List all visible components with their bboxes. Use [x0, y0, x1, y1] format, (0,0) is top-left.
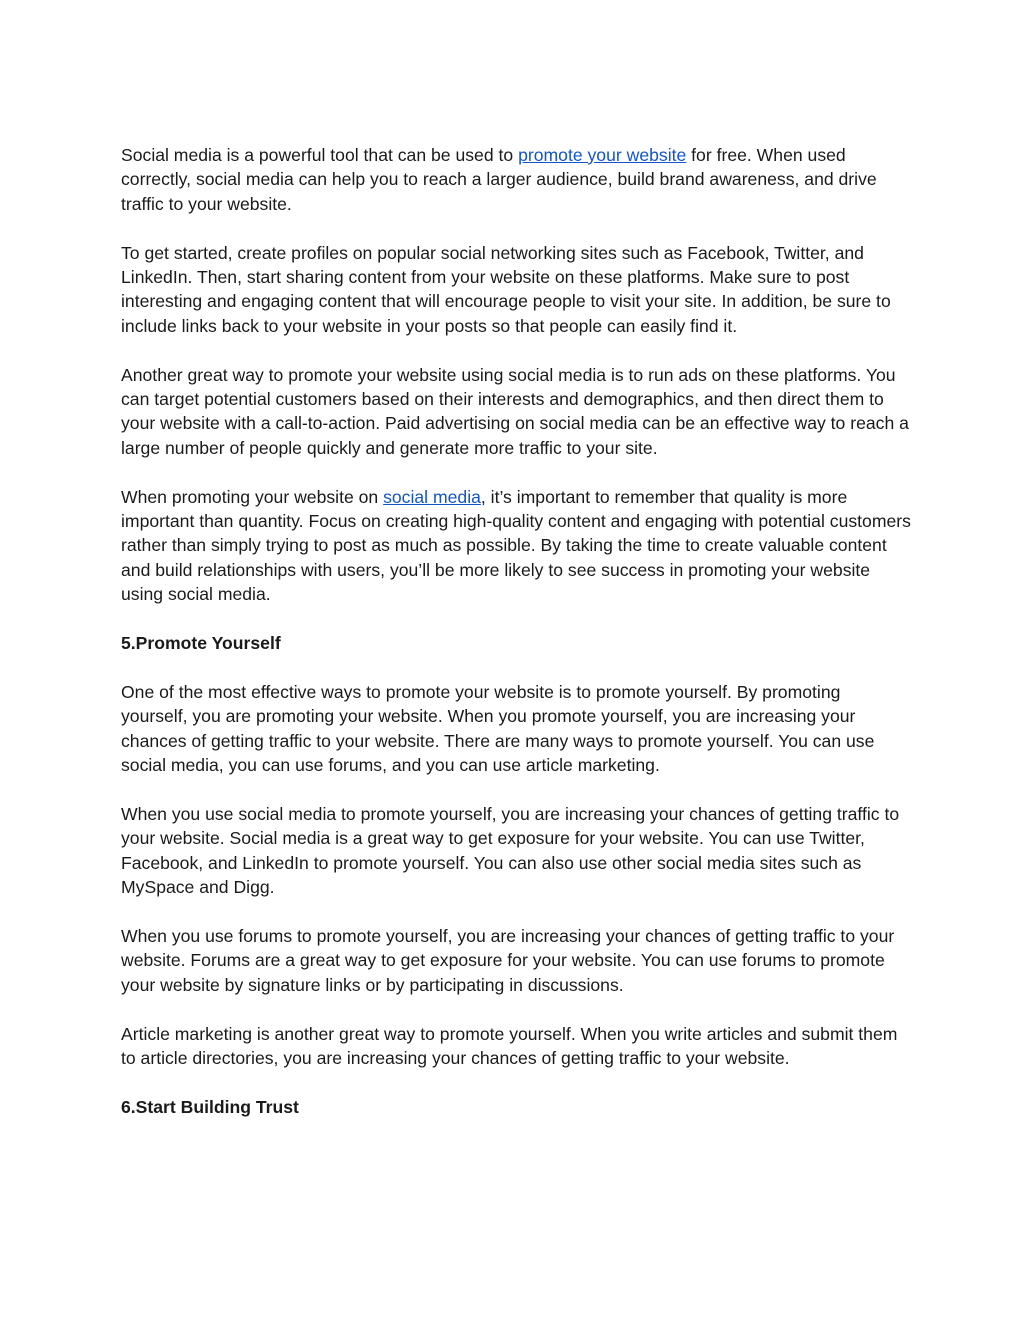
promote-your-website-link[interactable]: promote your website — [518, 145, 687, 165]
paragraph-quality-over-quantity — [121, 485, 911, 607]
paragraph-text: for free. When used correctly, social media can help you to reach a larger audience, build brand awareness, and drive traffic to your website. — [121, 145, 877, 214]
paragraph-article-marketing: Article marketing is another great way to promote yourself. When you write articles and submit them to article directories, you are increasing your chances of getting traffic to your website. — [121, 1023, 898, 1068]
paragraph-social-media-intro — [121, 143, 911, 216]
section-heading-promote-yourself: 5.Promote Yourself — [121, 633, 281, 654]
document-body — [121, 143, 911, 1144]
paragraph-text: Social media is a powerful tool that can be used to — [121, 145, 519, 165]
paragraph-social-media-exposure: When you use social media to promote yourself, you are increasing your chances of getting traffic to your website. Social media is a great way to get exposure for your website. You can use Twitter, Facebook, and LinkedIn to promote yourself. You can also use other social media sites such as MySpace and Digg. — [121, 803, 900, 898]
paragraph-promote-yourself: One of the most effective ways to promote your website is to promote yourself. By promoting yourself, you are promoting your website. When you promote yourself, you are increasing your chances of getting traffic to your website. There are many ways to promote yourself. You can use social media, you can use forums, and you can use article marketing. — [121, 681, 875, 776]
social-media-link[interactable]: social media — [383, 486, 481, 507]
paragraph-get-started: To get started, create profiles on popular social networking sites such as Facebook, Twitter, and LinkedIn. Then, start sharing content from your website on these platforms. Make sure to post interesting and engaging content that will encourage people to visit your site. In addition, be sure to include links back to your website in your posts so that people can easily find it. — [121, 242, 891, 336]
paragraph-run-ads: Another great way to promote your website using social media is to run ads on these platforms. You can target potential customers based on their interests and demographics, and then direct them to your website with a call-to-action. Paid advertising on social media can be an effective way to reach a large number of people quickly and generate more traffic to your site. — [121, 364, 909, 458]
section-heading-start-building-trust: 6.Start Building Trust — [121, 1096, 299, 1117]
paragraph-forums: When you use forums to promote yourself, you are increasing your chances of getting traffic to your website. Forums are a great way to get exposure for your website. You can use forums to promote your website by signature links or by participating in discussions. — [121, 925, 895, 995]
paragraph-text: , it’s important to remember that quality is more important than quantity. Focus on creating high-quality content and engaging with potential customers rather than simply trying to post as much as possible. By taking the time to create valuable content and build relationships with users, you’ll be more likely to see success in promoting your website using social media. — [121, 486, 911, 605]
paragraph-text: When promoting your website on — [121, 486, 384, 507]
